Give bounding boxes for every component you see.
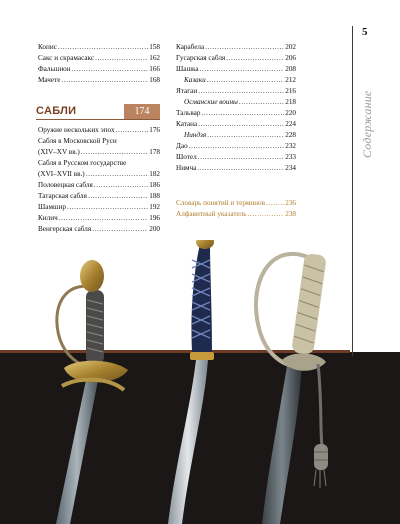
section-header[interactable] xyxy=(36,104,160,120)
toc-entry[interactable]: Венгерская сабля ..... 200 xyxy=(38,224,160,235)
toc-entry[interactable]: Сабля в Русском государстве (XVI–XVII вв.) ..... 182 xyxy=(38,158,160,180)
toc-entry[interactable]: Шотел ..... 233 xyxy=(176,152,296,163)
toc-column-1-bottom xyxy=(38,125,160,235)
swords-illustration xyxy=(0,240,400,524)
index-link[interactable]: Алфавитный указатель ..... 238 xyxy=(176,209,296,220)
toc-subentry[interactable]: Османские воины ..... 218 xyxy=(176,97,296,108)
toc-column-1-top xyxy=(38,42,160,86)
toc-entry[interactable]: Сабля в Московской Руси (XIV–XV вв.) ..... 178 xyxy=(38,136,160,158)
left-sword-image xyxy=(56,260,128,524)
toc-entry[interactable]: Мачете ..... 168 xyxy=(38,75,160,86)
side-title: Содержание xyxy=(360,90,374,158)
toc-entry[interactable]: Шамшир ..... 192 xyxy=(38,202,160,213)
toc-entry[interactable]: Оружие нескольких эпох ..... 176 xyxy=(38,125,160,136)
right-sword-image xyxy=(256,253,328,524)
section-title: САБЛИ xyxy=(36,105,77,117)
toc-subentry[interactable]: Ниндзя ..... 228 xyxy=(176,130,296,141)
toc-entry[interactable]: Татарская сабля ..... 188 xyxy=(38,191,160,202)
toc-entry[interactable]: Гусарская сабля ..... 206 xyxy=(176,53,296,64)
toc-entry[interactable]: Дао ..... 232 xyxy=(176,141,296,152)
toc-entry[interactable]: Тальвар ..... 220 xyxy=(176,108,296,119)
toc-entry[interactable]: Копис ..... 158 xyxy=(38,42,160,53)
toc-entry[interactable]: Ятаган ..... 216 xyxy=(176,86,296,97)
toc-entry[interactable]: Половецкая сабля ..... 186 xyxy=(38,180,160,191)
appendix-links xyxy=(176,198,296,220)
center-sword-image xyxy=(168,240,214,524)
toc-entry[interactable]: Килич ..... 196 xyxy=(38,213,160,224)
toc-entry[interactable]: Нимча ..... 234 xyxy=(176,163,296,174)
page-number: 5 xyxy=(362,26,368,38)
toc-entry[interactable]: Сакс и скрамасакс ..... 162 xyxy=(38,53,160,64)
toc-entry[interactable]: Фальшион ..... 166 xyxy=(38,64,160,75)
toc-column-2 xyxy=(176,42,296,174)
section-page-badge: 174 xyxy=(124,104,160,119)
toc-subentry[interactable]: Казаки ..... 212 xyxy=(176,75,296,86)
glossary-link[interactable]: Словарь понятий и терминов ..... 236 xyxy=(176,198,296,209)
toc-entry[interactable]: Шашка ..... 208 xyxy=(176,64,296,75)
toc-entry[interactable]: Карабела ..... 202 xyxy=(176,42,296,53)
toc-entry[interactable]: Катана ..... 224 xyxy=(176,119,296,130)
